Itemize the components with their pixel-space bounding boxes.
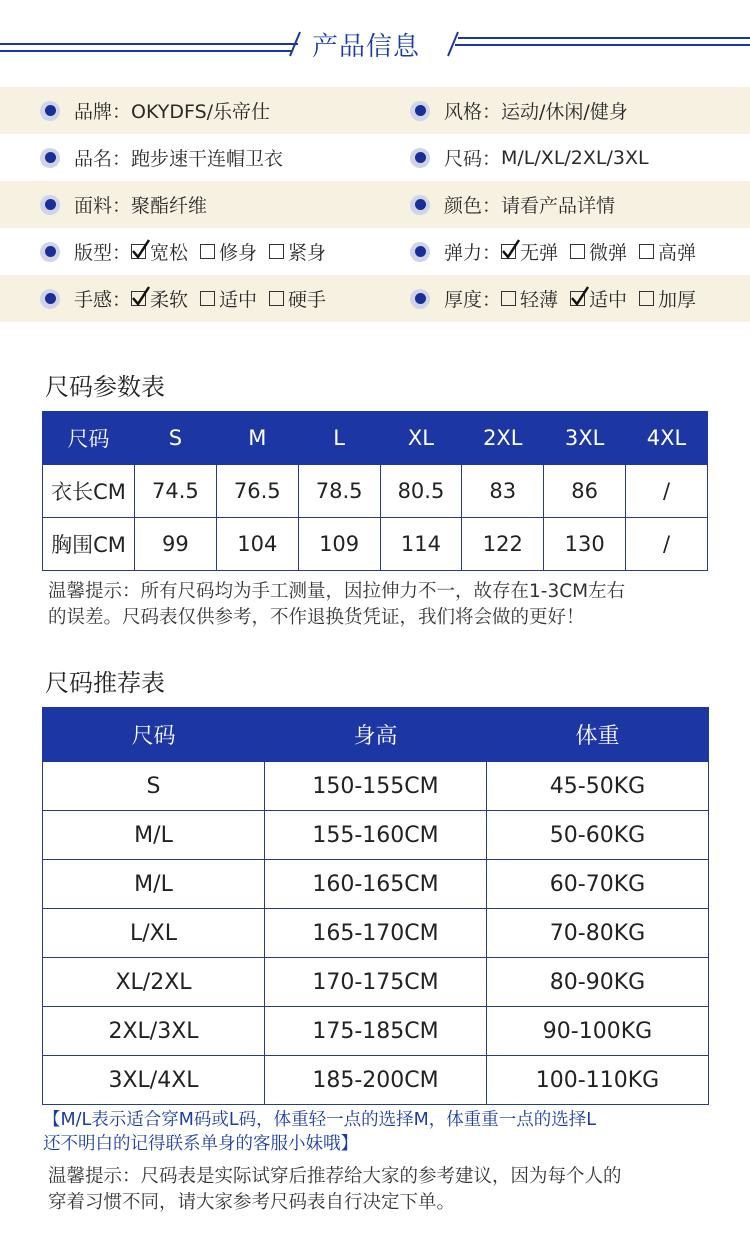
checkbox-checked-icon	[131, 291, 146, 306]
info-row	[0, 134, 750, 181]
table-cell: 175-185CM	[265, 1007, 487, 1056]
info-label: 厚度：	[444, 289, 502, 311]
note-line: 还不明白的记得联系单身的客服小妹哦】	[43, 1134, 358, 1154]
table-row	[43, 518, 708, 571]
bullet-icon	[40, 101, 60, 121]
size-recommend-note	[48, 1164, 622, 1216]
info-value: M/L/XL/2XL/3XL	[501, 146, 649, 169]
info-value: 跑步速干连帽卫衣	[131, 148, 284, 170]
table-cell: 150-155CM	[265, 762, 487, 811]
checkbox-icon	[200, 291, 215, 306]
option-label: 微弹	[589, 242, 628, 264]
column-header: 身高	[265, 708, 487, 762]
table-cell: 104	[216, 518, 298, 571]
option-label: 高弹	[658, 242, 697, 264]
column-header: 尺码	[43, 412, 135, 465]
table-cell: 109	[298, 518, 380, 571]
option-label: 宽松	[150, 242, 189, 264]
option-thick	[639, 285, 696, 312]
info-row	[0, 181, 750, 228]
column-header: 4XL	[626, 412, 708, 465]
table-cell: 122	[462, 518, 544, 571]
column-header: XL	[380, 412, 462, 465]
table-cell: 2XL/3XL	[43, 1007, 265, 1056]
table-cell: 60-70KG	[487, 860, 709, 909]
option-stiff	[269, 285, 326, 312]
size-params-title: 尺码参数表	[45, 373, 165, 401]
table-row	[43, 762, 709, 811]
column-header: L	[298, 412, 380, 465]
table-cell: 胸围CM	[43, 518, 135, 571]
info-label: 弹力：	[444, 242, 502, 264]
table-row	[43, 465, 708, 518]
table-header-row	[43, 412, 708, 465]
info-item-fabric	[40, 181, 207, 228]
info-item-fit	[40, 228, 338, 275]
table-row	[43, 1056, 709, 1105]
column-header: 体重	[487, 708, 709, 762]
bullet-icon	[410, 101, 430, 121]
info-label: 面料：	[74, 195, 132, 217]
table-cell: 185-200CM	[265, 1056, 487, 1105]
table-cell: 130	[544, 518, 626, 571]
option-thin	[501, 285, 558, 312]
option-regular	[570, 285, 627, 312]
option-soft	[131, 285, 188, 312]
table-header-row	[43, 708, 709, 762]
info-item-feel	[40, 275, 338, 322]
table-cell: 100-110KG	[487, 1056, 709, 1105]
info-value: 请看产品详情	[501, 195, 616, 217]
table-cell: XL/2XL	[43, 958, 265, 1007]
option-label: 适中	[219, 289, 258, 311]
option-label: 加厚	[658, 289, 697, 311]
option-label: 轻薄	[520, 289, 559, 311]
checkbox-icon	[200, 244, 215, 259]
column-header: 2XL	[462, 412, 544, 465]
table-cell: 3XL/4XL	[43, 1056, 265, 1105]
info-label: 尺码：	[444, 148, 502, 170]
checkbox-icon	[501, 291, 516, 306]
column-header: S	[135, 412, 217, 465]
table-cell: 90-100KG	[487, 1007, 709, 1056]
bullet-icon	[410, 148, 430, 168]
info-item-name	[40, 134, 283, 181]
table-cell: S	[43, 762, 265, 811]
table-cell: 165-170CM	[265, 909, 487, 958]
bullet-icon	[40, 195, 60, 215]
note-line: 【M/L表示适合穿M码或L码，体重轻一点的选择M，体重重一点的选择L	[43, 1110, 596, 1130]
table-cell: 衣长CM	[43, 465, 135, 518]
table-cell: 78.5	[298, 465, 380, 518]
info-row	[0, 87, 750, 134]
table-row	[43, 909, 709, 958]
page-title: 产品信息	[312, 32, 421, 62]
size-recommend-blue-note	[43, 1108, 596, 1156]
column-header: 尺码	[43, 708, 265, 762]
info-item-brand	[40, 87, 270, 134]
info-label: 手感：	[74, 289, 132, 311]
table-row	[43, 811, 709, 860]
option-label: 修身	[219, 242, 258, 264]
table-cell: 155-160CM	[265, 811, 487, 860]
table-cell: /	[626, 465, 708, 518]
option-no-stretch	[501, 238, 558, 265]
option-slim	[200, 238, 257, 265]
info-item-color	[410, 181, 615, 228]
size-params-table	[42, 411, 708, 571]
table-row	[43, 1007, 709, 1056]
info-value: 运动/休闲/健身	[501, 101, 628, 123]
table-row	[43, 860, 709, 909]
table-cell: M/L	[43, 811, 265, 860]
info-label: 版型：	[74, 242, 132, 264]
option-label: 柔软	[150, 289, 189, 311]
note-line: 温馨提示：尺码表是实际试穿后推荐给大家的参考建议，因为每个人的	[48, 1166, 622, 1187]
option-label: 适中	[589, 289, 628, 311]
checkbox-checked-icon	[131, 244, 146, 259]
table-cell: 80.5	[380, 465, 462, 518]
info-item-style	[410, 87, 628, 134]
table-cell: 76.5	[216, 465, 298, 518]
size-recommend-table	[42, 707, 709, 1105]
bullet-icon	[40, 289, 60, 309]
table-cell: 114	[380, 518, 462, 571]
option-label: 硬手	[288, 289, 327, 311]
checkbox-checked-icon	[570, 291, 585, 306]
bullet-icon	[40, 242, 60, 262]
note-line: 的误差。尺码表仅供参考，不作退换货凭证，我们将会做的更好！	[48, 607, 585, 628]
size-params-note	[48, 579, 625, 631]
table-cell: 50-60KG	[487, 811, 709, 860]
option-label: 紧身	[288, 242, 327, 264]
option-tight	[269, 238, 326, 265]
note-line: 温馨提示：所有尺码均为手工测量，因拉伸力不一，故存在1-3CM左右	[48, 581, 626, 602]
column-header: M	[216, 412, 298, 465]
note-line: 穿着习惯不同，请大家参考尺码表自行决定下单。	[48, 1192, 456, 1213]
bullet-icon	[410, 242, 430, 262]
info-label: 颜色：	[444, 195, 502, 217]
table-row	[43, 958, 709, 1007]
info-row	[0, 275, 750, 322]
option-slight-stretch	[570, 238, 627, 265]
table-cell: 70-80KG	[487, 909, 709, 958]
checkbox-icon	[269, 291, 284, 306]
product-info	[0, 87, 750, 322]
table-cell: 45-50KG	[487, 762, 709, 811]
info-item-elasticity	[410, 228, 708, 275]
option-medium	[200, 285, 257, 312]
info-value: OKYDFS/乐帝仕	[131, 101, 271, 123]
info-label: 品名：	[74, 148, 132, 170]
table-cell: 74.5	[135, 465, 217, 518]
table-cell: L/XL	[43, 909, 265, 958]
info-label: 风格：	[444, 101, 502, 123]
info-row	[0, 228, 750, 275]
table-cell: 83	[462, 465, 544, 518]
bullet-icon	[40, 148, 60, 168]
option-high-stretch	[639, 238, 696, 265]
bullet-icon	[410, 195, 430, 215]
column-header: 3XL	[544, 412, 626, 465]
info-item-sizes	[410, 134, 649, 181]
info-value: 聚酯纤维	[131, 195, 208, 217]
bullet-icon	[410, 289, 430, 309]
table-cell: 99	[135, 518, 217, 571]
option-label: 无弹	[520, 242, 559, 264]
section-header	[0, 0, 750, 80]
checkbox-icon	[269, 244, 284, 259]
checkbox-checked-icon	[501, 244, 516, 259]
info-item-thickness	[410, 275, 708, 322]
table-cell: 160-165CM	[265, 860, 487, 909]
table-cell: 170-175CM	[265, 958, 487, 1007]
table-cell: 80-90KG	[487, 958, 709, 1007]
info-label: 品牌：	[74, 101, 132, 123]
table-cell: /	[626, 518, 708, 571]
option-loose	[131, 238, 188, 265]
checkbox-icon	[639, 244, 654, 259]
size-recommend-title: 尺码推荐表	[45, 669, 165, 697]
table-cell: 86	[544, 465, 626, 518]
checkbox-icon	[570, 244, 585, 259]
table-cell: M/L	[43, 860, 265, 909]
checkbox-icon	[639, 291, 654, 306]
